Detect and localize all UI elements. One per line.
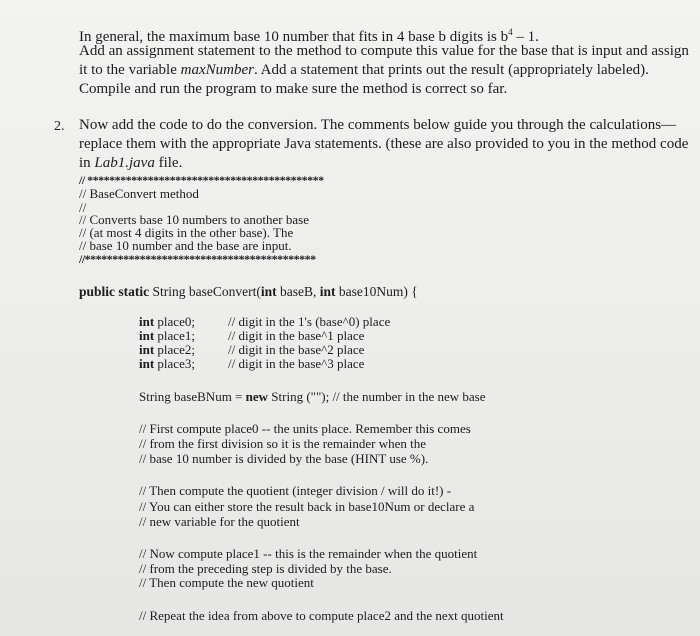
comment-quotient-2: // You can either store the result back in base10Num or declare a [139,499,475,514]
comment-place1-2: // from the preceding step is divided by the base. [139,561,392,576]
comment-place0-3: // base 10 number is divided by the base (HINT use %). [139,451,429,466]
comment-stars-top: // ******************************************* [79,173,324,187]
method-signature: public static String baseConvert(int baseB, int base10Num) { [79,284,418,299]
comment-line-1: // Converts base 10 numbers to another base [79,212,309,227]
decl-place3: int place3; [139,356,195,371]
intro-line-2: Add an assignment statement to the method to compute this value for the base that is input and assign [79,43,689,59]
comment-place0-1: // First compute place0 -- the units place. Remember this comes [139,421,471,436]
decl-place1-comment: // digit in the base^1 place [228,328,365,343]
comment-place1-3: // Then compute the new quotient [139,575,314,590]
comment-blank: // [79,200,87,215]
step2-line-2: replace them with the appropriate Java statements. (these are also provided to you in the method code [79,136,689,152]
decl-place0: int place0; [139,314,195,329]
comment-quotient-1: // Then compute the quotient (integer division / will do it!) - [139,483,452,498]
decl-place3-comment: // digit in the base^3 place [228,356,365,371]
step2-line-3: in Lab1.java file. [79,155,183,171]
comment-line-2: // (at most 4 digits in the other base). The [79,225,294,240]
step-number: 2. [54,119,65,134]
comment-quotient-3: // new variable for the quotient [139,514,300,529]
decl-place1: int place1; [139,328,195,343]
intro-line-4: Compile and run the program to make sure the method is correct so far. [79,81,508,97]
intro-line-1: In general, the maximum base 10 number that fits in 4 base b digits is $b^4 - 1$. [79,27,539,45]
intro-line-3: it to the variable maxNumber. Add a statement that prints out the result (appropriately labeled). [79,62,649,78]
comment-repeat: // Repeat the idea from above to compute place2 and the next quotient [139,608,504,623]
comment-place0-2: // from the first division so it is the remainder when the [139,436,427,451]
string-declaration: String baseBNum = new String (""); // the number in the new base [139,389,486,404]
decl-place2-comment: // digit in the base^2 place [228,342,365,357]
comment-place1-1: // Now compute place1 -- this is the remainder when the quotient [139,546,478,561]
step2-line-1: Now add the code to do the conversion. The comments below guide you through the calculations— [79,117,677,133]
comment-line-3: // base 10 number and the base are input. [79,238,292,253]
comment-stars-bottom: //****************************************** [79,252,316,266]
decl-place0-comment: // digit in the 1's (base^0) place [228,314,391,329]
decl-place2: int place2; [139,342,195,357]
comment-title: // BaseConvert method [79,186,199,201]
